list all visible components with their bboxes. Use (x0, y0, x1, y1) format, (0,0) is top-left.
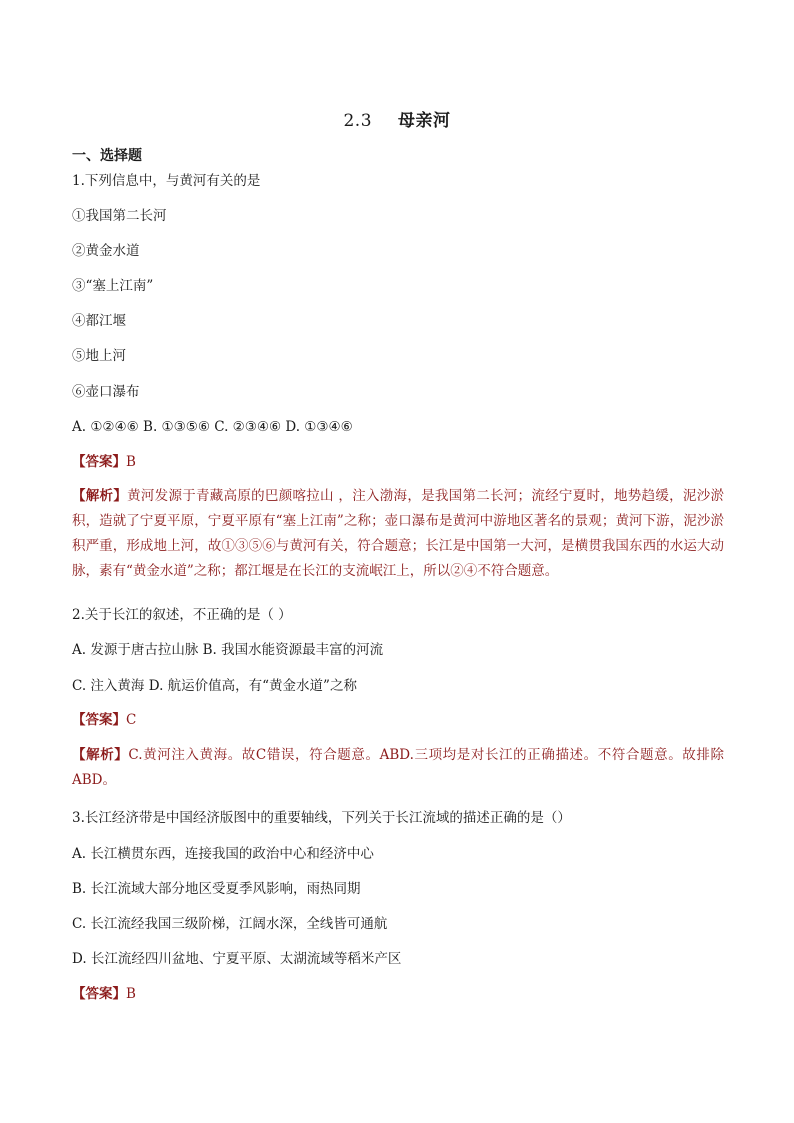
q2-options-ab: A. 发源于唐古拉山脉 B. 我国水能资源最丰富的河流 (72, 642, 384, 658)
page-title (0, 106, 794, 131)
q2-analysis (72, 743, 724, 793)
q1-answer (72, 453, 732, 471)
q1-item-6: ⑥壶口瀑布 (72, 384, 140, 400)
q1-stem: 1.下列信息中，与黄河有关的是 (72, 173, 261, 189)
q1-item-1: ①我国第二长河 (72, 208, 167, 224)
q2-stem: 2.关于长江的叙述，不正确的是（ ） (72, 607, 292, 623)
q3-option-d: D. 长江流经四川盆地、宁夏平原、太湖流域等稻米产区 (72, 951, 402, 967)
answer-value: B (126, 986, 136, 1002)
q3-stem: 3.长江经济带是中国经济版图中的重要轴线，下列关于长江流域的描述正确的是（） (72, 810, 571, 826)
q1-item-2: ②黄金水道 (72, 243, 140, 259)
q3-answer (72, 985, 732, 1003)
analysis-text: C.黄河注入黄海。故C错误，符合题意。ABD.三项均是对长江的正确描述。不符合题意。故排除ABD。 (72, 747, 724, 788)
lesson-number: 2.3 (343, 111, 373, 131)
q1-options: A. ①②④⑥ B. ①③⑤⑥ C. ②③④⑥ D. ①③④⑥ (72, 419, 353, 435)
answer-tag: 【答案】 (72, 986, 126, 1002)
lesson-title: 母亲河 (398, 111, 451, 131)
analysis-tag: 【解析】 (72, 747, 129, 763)
section-heading: 一、选择题 (72, 148, 142, 164)
analysis-tag: 【解析】 (72, 488, 128, 504)
q3-option-a: A. 长江横贯东西，连接我国的政治中心和经济中心 (72, 846, 374, 862)
answer-value: B (126, 454, 136, 470)
analysis-text: 黄河发源于青藏高原的巴颜喀拉山 ，注入渤海，是我国第二长河；流经宁夏时，地势趋缓，泥沙淤积，造就了宁夏平原，宁夏平原有“塞上江南”之称；壶口瀑布是黄河中游地区著名的景观；黄河下游，泥沙淤积严重，形成地上河，故①③⑤⑥与黄河有关，符合题意；长江是中国第一大河，是横贯我国东西的水运大动脉，素有“黄金水道”之称；都江堰是在长江的支流岷江上，所以②④不符合题意。 (72, 488, 724, 579)
q2-options-cd: C. 注入黄海 D. 航运价值高，有“黄金水道”之称 (72, 678, 357, 694)
q1-item-4: ④都江堰 (72, 313, 126, 329)
q3-option-b: B. 长江流域大部分地区受夏季风影响，雨热同期 (72, 881, 361, 897)
answer-tag: 【答案】 (72, 454, 126, 470)
answer-tag: 【答案】 (72, 712, 126, 728)
q1-item-5: ⑤地上河 (72, 348, 126, 364)
answer-value: C (126, 712, 137, 728)
q2-answer (72, 711, 732, 729)
q3-option-c: C. 长江流经我国三级阶梯，江阔水深，全线皆可通航 (72, 916, 388, 932)
q1-item-3: ③“塞上江南” (72, 278, 154, 294)
q1-analysis (72, 484, 724, 584)
